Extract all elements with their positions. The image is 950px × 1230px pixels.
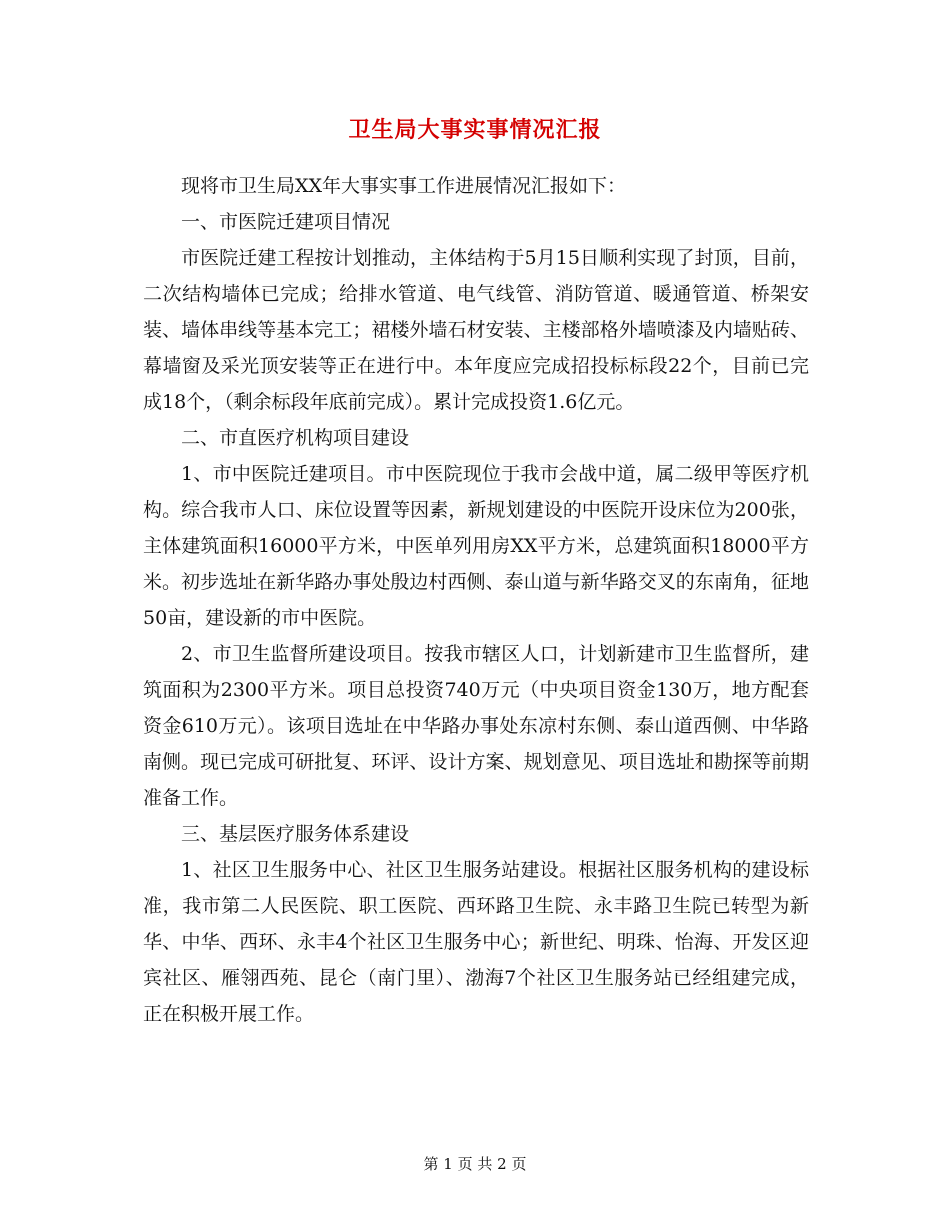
section-heading-1: 一、市医院迁建项目情况 xyxy=(181,211,391,233)
section-2-item-2: 2、市卫生监督所建设项目。按我市辖区人口，计划新建市卫生监督所，建筑面积为2300平方米。项目总投资740万元（中央项目资金130万，地方配套资金610万元）。该项目选址在中华路办事处东凉村东侧、泰山道西侧、中华路南侧。现已完成可研批复、环评、设计方案、规划意见、项目选址和勘探等前期准备工作。 xyxy=(143,643,809,809)
section-3-item-1: 1、社区卫生服务中心、社区卫生服务站建设。根据社区服务机构的建设标准，我市第二人民医院、职工医院、西环路卫生院、永丰路卫生院已转型为新华、中华、西环、永丰4个社区卫生服务中心；新世纪、明珠、怡海、开发区迎宾社区、雁翎西苑、昆仑（南门里）、渤海7个社区卫生服务站已经组建完成，正在积极开展工作。 xyxy=(143,859,809,1025)
section-heading-3: 三、基层医疗服务体系建设 xyxy=(181,823,410,845)
document-title: 卫生局大事实事情况汇报 xyxy=(348,117,602,143)
page-footer: 第 1 页 共 2 页 xyxy=(423,1155,527,1173)
section-2-item-1: 1、市中医院迁建项目。市中医院现位于我市会战中道，属二级甲等医疗机构。综合我市人口、床位设置等因素，新规划建设的中医院开设床位为200张，主体建筑面积16000平方米，中医单列用房XX平方米，总建筑面积18000平方米。初步选址在新华路办事处殷边村西侧、泰山道与新华路交叉的东南角，征地50亩，建设新的市中医院。 xyxy=(143,463,809,629)
document-body xyxy=(143,168,809,1032)
section-1-paragraph: 市医院迁建工程按计划推动，主体结构于5月15日顺利实现了封顶，目前，二次结构墙体已完成；给排水管道、电气线管、消防管道、暖通管道、桥架安装、墙体串线等基本完工；裙楼外墙石材安装、主楼部格外墙喷漆及内墙贴砖、幕墙窗及采光顶安装等正在进行中。本年度应完成招投标标段22个，目前已完成18个，（剩余标段年底前完成）。累计完成投资1.6亿元。 xyxy=(143,247,809,413)
intro-paragraph: 现将市卫生局XX年大事实事工作进展情况汇报如下： xyxy=(181,175,627,197)
section-heading-2: 二、市直医疗机构项目建设 xyxy=(181,427,410,449)
